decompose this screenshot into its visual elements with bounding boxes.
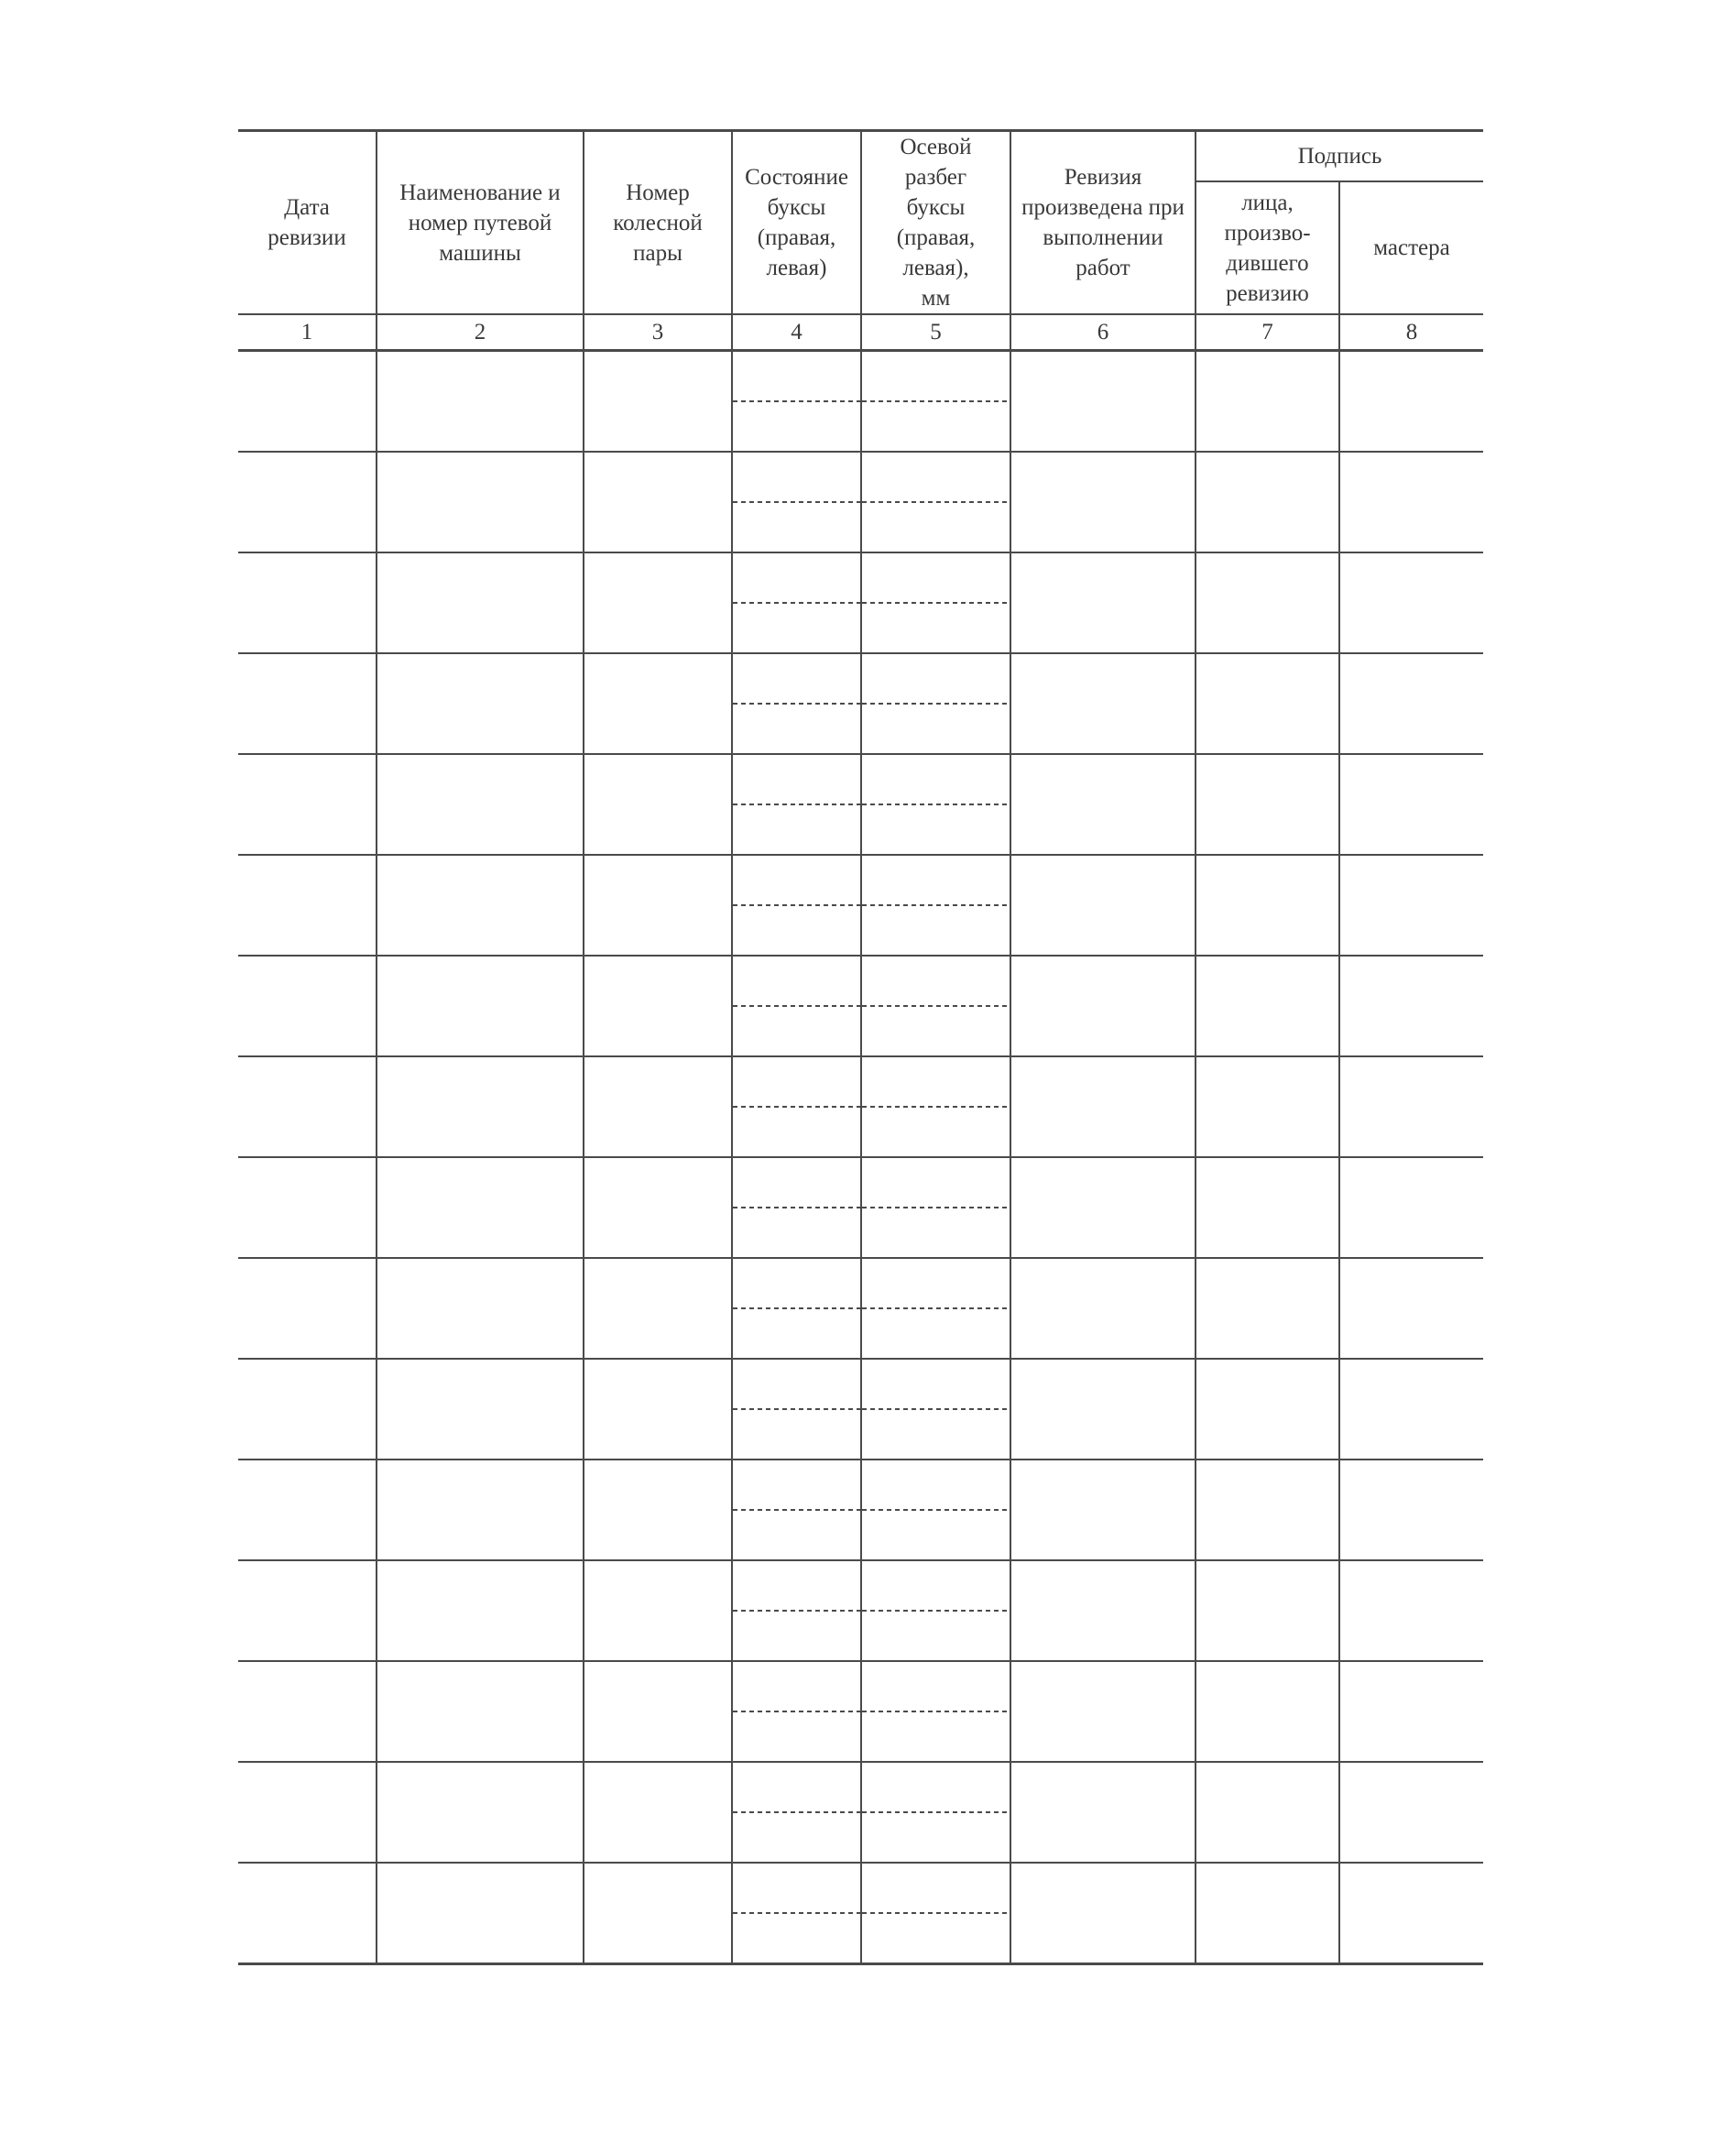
- cell-date[interactable]: [238, 1560, 377, 1661]
- cell-date[interactable]: [238, 1863, 377, 1964]
- cell-axial-play[interactable]: [861, 1359, 1010, 1460]
- cell-signature-master[interactable]: [1339, 1762, 1483, 1863]
- table-row: [238, 754, 1483, 855]
- cell-wheelset[interactable]: [584, 1560, 732, 1661]
- cell-axlebox-state[interactable]: [732, 855, 861, 956]
- cell-revision-done[interactable]: [1010, 1661, 1196, 1762]
- cell-axlebox-state[interactable]: [732, 552, 861, 653]
- cell-wheelset[interactable]: [584, 552, 732, 653]
- cell-wheelset[interactable]: [584, 1056, 732, 1157]
- cell-axlebox-state[interactable]: [732, 754, 861, 855]
- cell-signature-person[interactable]: [1196, 653, 1339, 754]
- cell-signature-person[interactable]: [1196, 1359, 1339, 1460]
- cell-revision-done[interactable]: [1010, 1863, 1196, 1964]
- cell-signature-person[interactable]: [1196, 754, 1339, 855]
- table-row: [238, 1863, 1483, 1964]
- cell-date[interactable]: [238, 754, 377, 855]
- cell-date[interactable]: [238, 452, 377, 552]
- cell-axial-play[interactable]: [861, 956, 1010, 1056]
- cell-signature-person[interactable]: [1196, 452, 1339, 552]
- cell-signature-person[interactable]: [1196, 1157, 1339, 1258]
- cell-revision-done[interactable]: [1010, 1258, 1196, 1359]
- column-number: 4: [732, 314, 861, 351]
- cell-date[interactable]: [238, 1258, 377, 1359]
- cell-date[interactable]: [238, 1359, 377, 1460]
- header-revision-done-text: Ревизия произведена при выполнении работ: [1021, 165, 1185, 280]
- cell-wheelset[interactable]: [584, 452, 732, 552]
- column-number: 2: [377, 314, 584, 351]
- cell-wheelset[interactable]: [584, 855, 732, 956]
- cell-axlebox-state[interactable]: [732, 1560, 861, 1661]
- table-row: [238, 1359, 1483, 1460]
- cell-wheelset[interactable]: [584, 1762, 732, 1863]
- cell-axial-play[interactable]: [861, 1661, 1010, 1762]
- cell-revision-done[interactable]: [1010, 855, 1196, 956]
- header-date-text: Дата ревизии: [267, 195, 346, 250]
- cell-signature-master[interactable]: [1339, 1863, 1483, 1964]
- table-row: [238, 1661, 1483, 1762]
- cell-axlebox-state[interactable]: [732, 1056, 861, 1157]
- cell-date[interactable]: [238, 1762, 377, 1863]
- cell-axlebox-state[interactable]: [732, 452, 861, 552]
- cell-axial-play[interactable]: [861, 351, 1010, 453]
- cell-axial-play[interactable]: [861, 1258, 1010, 1359]
- cell-axial-play[interactable]: [861, 452, 1010, 552]
- cell-revision-done[interactable]: [1010, 452, 1196, 552]
- cell-date[interactable]: [238, 552, 377, 653]
- cell-axlebox-state[interactable]: [732, 1157, 861, 1258]
- cell-axial-play[interactable]: [861, 1056, 1010, 1157]
- table-row: [238, 855, 1483, 956]
- header-axlebox-state: [732, 131, 861, 315]
- cell-machine[interactable]: [377, 452, 584, 552]
- cell-revision-done[interactable]: [1010, 351, 1196, 453]
- cell-signature-person[interactable]: [1196, 1056, 1339, 1157]
- cell-axial-play[interactable]: [861, 1157, 1010, 1258]
- table-row: [238, 1560, 1483, 1661]
- cell-machine[interactable]: [377, 1560, 584, 1661]
- cell-signature-person[interactable]: [1196, 855, 1339, 956]
- cell-wheelset[interactable]: [584, 1157, 732, 1258]
- cell-signature-person[interactable]: [1196, 351, 1339, 453]
- cell-axial-play[interactable]: [861, 855, 1010, 956]
- cell-axial-play[interactable]: [861, 1762, 1010, 1863]
- cell-wheelset[interactable]: [584, 754, 732, 855]
- column-number: 6: [1010, 314, 1196, 351]
- cell-machine[interactable]: [377, 552, 584, 653]
- cell-date[interactable]: [238, 653, 377, 754]
- cell-signature-master[interactable]: [1339, 1661, 1483, 1762]
- cell-wheelset[interactable]: [584, 1359, 732, 1460]
- header-signature-text: Подпись: [1297, 144, 1382, 169]
- cell-signature-master[interactable]: [1339, 1258, 1483, 1359]
- header-signature-person: [1196, 181, 1339, 314]
- cell-signature-master[interactable]: [1339, 552, 1483, 653]
- table-row: [238, 1762, 1483, 1863]
- cell-axlebox-state[interactable]: [732, 1863, 861, 1964]
- cell-signature-master[interactable]: [1339, 653, 1483, 754]
- cell-axlebox-state[interactable]: [732, 1258, 861, 1359]
- table-row: [238, 1056, 1483, 1157]
- table-row: [238, 956, 1483, 1056]
- cell-signature-master[interactable]: [1339, 754, 1483, 855]
- header-signature-master: [1339, 181, 1483, 314]
- cell-signature-person[interactable]: [1196, 1560, 1339, 1661]
- cell-axlebox-state[interactable]: [732, 1762, 861, 1863]
- cell-machine[interactable]: [377, 956, 584, 1056]
- cell-date[interactable]: [238, 1460, 377, 1560]
- column-number: 1: [238, 314, 377, 351]
- cell-machine[interactable]: [377, 351, 584, 453]
- header-wheelset: [584, 131, 732, 315]
- cell-wheelset[interactable]: [584, 653, 732, 754]
- cell-axlebox-state[interactable]: [732, 1661, 861, 1762]
- header-axial-play-text: Осевой разбег буксы (правая, левая), мм: [896, 135, 976, 311]
- table-row: [238, 1460, 1483, 1560]
- header-machine: [377, 131, 584, 315]
- header-axlebox-state-text: Состояние буксы (правая, левая): [745, 165, 848, 280]
- cell-signature-master[interactable]: [1339, 452, 1483, 552]
- cell-wheelset[interactable]: [584, 956, 732, 1056]
- cell-wheelset[interactable]: [584, 1863, 732, 1964]
- column-numbers-row: [238, 314, 1483, 351]
- cell-machine[interactable]: [377, 653, 584, 754]
- cell-revision-done[interactable]: [1010, 1460, 1196, 1560]
- cell-date[interactable]: [238, 351, 377, 453]
- cell-machine[interactable]: [377, 1258, 584, 1359]
- cell-revision-done[interactable]: [1010, 653, 1196, 754]
- cell-axial-play[interactable]: [861, 1560, 1010, 1661]
- header-signature-person-text: лица, произво-дившего ревизию: [1224, 190, 1311, 306]
- header-machine-text: Наименование и номер путевой машины: [399, 180, 561, 266]
- table-row: [238, 653, 1483, 754]
- cell-wheelset[interactable]: [584, 1661, 732, 1762]
- cell-machine[interactable]: [377, 1863, 584, 1964]
- table-row: [238, 1258, 1483, 1359]
- table-row: [238, 452, 1483, 552]
- cell-date[interactable]: [238, 956, 377, 1056]
- cell-wheelset[interactable]: [584, 1258, 732, 1359]
- cell-machine[interactable]: [377, 1661, 584, 1762]
- cell-date[interactable]: [238, 1056, 377, 1157]
- cell-wheelset[interactable]: [584, 351, 732, 453]
- cell-axial-play[interactable]: [861, 653, 1010, 754]
- cell-signature-person[interactable]: [1196, 552, 1339, 653]
- cell-machine[interactable]: [377, 1359, 584, 1460]
- header-revision-done: [1010, 131, 1196, 315]
- revision-log-table: [238, 129, 1483, 1965]
- cell-axial-play[interactable]: [861, 1460, 1010, 1560]
- cell-axial-play[interactable]: [861, 552, 1010, 653]
- cell-signature-person[interactable]: [1196, 1863, 1339, 1964]
- cell-signature-master[interactable]: [1339, 1460, 1483, 1560]
- column-number: 8: [1339, 314, 1483, 351]
- cell-date[interactable]: [238, 1157, 377, 1258]
- header-signature-master-text: мастера: [1373, 235, 1450, 260]
- cell-signature-master[interactable]: [1339, 1157, 1483, 1258]
- cell-signature-person[interactable]: [1196, 1762, 1339, 1863]
- cell-signature-person[interactable]: [1196, 1661, 1339, 1762]
- cell-date[interactable]: [238, 855, 377, 956]
- cell-signature-master[interactable]: [1339, 351, 1483, 453]
- cell-revision-done[interactable]: [1010, 1056, 1196, 1157]
- cell-axlebox-state[interactable]: [732, 351, 861, 453]
- header-signature: [1196, 131, 1483, 182]
- cell-signature-person[interactable]: [1196, 1460, 1339, 1560]
- header-date: [238, 131, 377, 315]
- column-number: 7: [1196, 314, 1339, 351]
- cell-signature-master[interactable]: [1339, 1359, 1483, 1460]
- table-row: [238, 1157, 1483, 1258]
- cell-machine[interactable]: [377, 855, 584, 956]
- header-wheelset-text: Номер колесной пары: [613, 180, 703, 266]
- cell-axlebox-state[interactable]: [732, 1359, 861, 1460]
- cell-signature-master[interactable]: [1339, 1056, 1483, 1157]
- cell-machine[interactable]: [377, 1762, 584, 1863]
- cell-wheelset[interactable]: [584, 1460, 732, 1560]
- cell-revision-done[interactable]: [1010, 1762, 1196, 1863]
- cell-signature-person[interactable]: [1196, 1258, 1339, 1359]
- cell-revision-done[interactable]: [1010, 552, 1196, 653]
- cell-axial-play[interactable]: [861, 754, 1010, 855]
- cell-signature-master[interactable]: [1339, 1560, 1483, 1661]
- table-row: [238, 552, 1483, 653]
- cell-revision-done[interactable]: [1010, 1157, 1196, 1258]
- cell-axlebox-state[interactable]: [732, 653, 861, 754]
- cell-axlebox-state[interactable]: [732, 956, 861, 1056]
- cell-machine[interactable]: [377, 1460, 584, 1560]
- cell-axial-play[interactable]: [861, 1863, 1010, 1964]
- column-number: 5: [861, 314, 1010, 351]
- cell-machine[interactable]: [377, 1056, 584, 1157]
- cell-revision-done[interactable]: [1010, 956, 1196, 1056]
- cell-revision-done[interactable]: [1010, 754, 1196, 855]
- cell-revision-done[interactable]: [1010, 1359, 1196, 1460]
- cell-revision-done[interactable]: [1010, 1560, 1196, 1661]
- header-axial-play: [861, 131, 1010, 315]
- cell-axlebox-state[interactable]: [732, 1460, 861, 1560]
- column-number: 3: [584, 314, 732, 351]
- cell-machine[interactable]: [377, 1157, 584, 1258]
- cell-signature-person[interactable]: [1196, 956, 1339, 1056]
- cell-machine[interactable]: [377, 754, 584, 855]
- cell-date[interactable]: [238, 1661, 377, 1762]
- table-row: [238, 351, 1483, 453]
- cell-signature-master[interactable]: [1339, 855, 1483, 956]
- cell-signature-master[interactable]: [1339, 956, 1483, 1056]
